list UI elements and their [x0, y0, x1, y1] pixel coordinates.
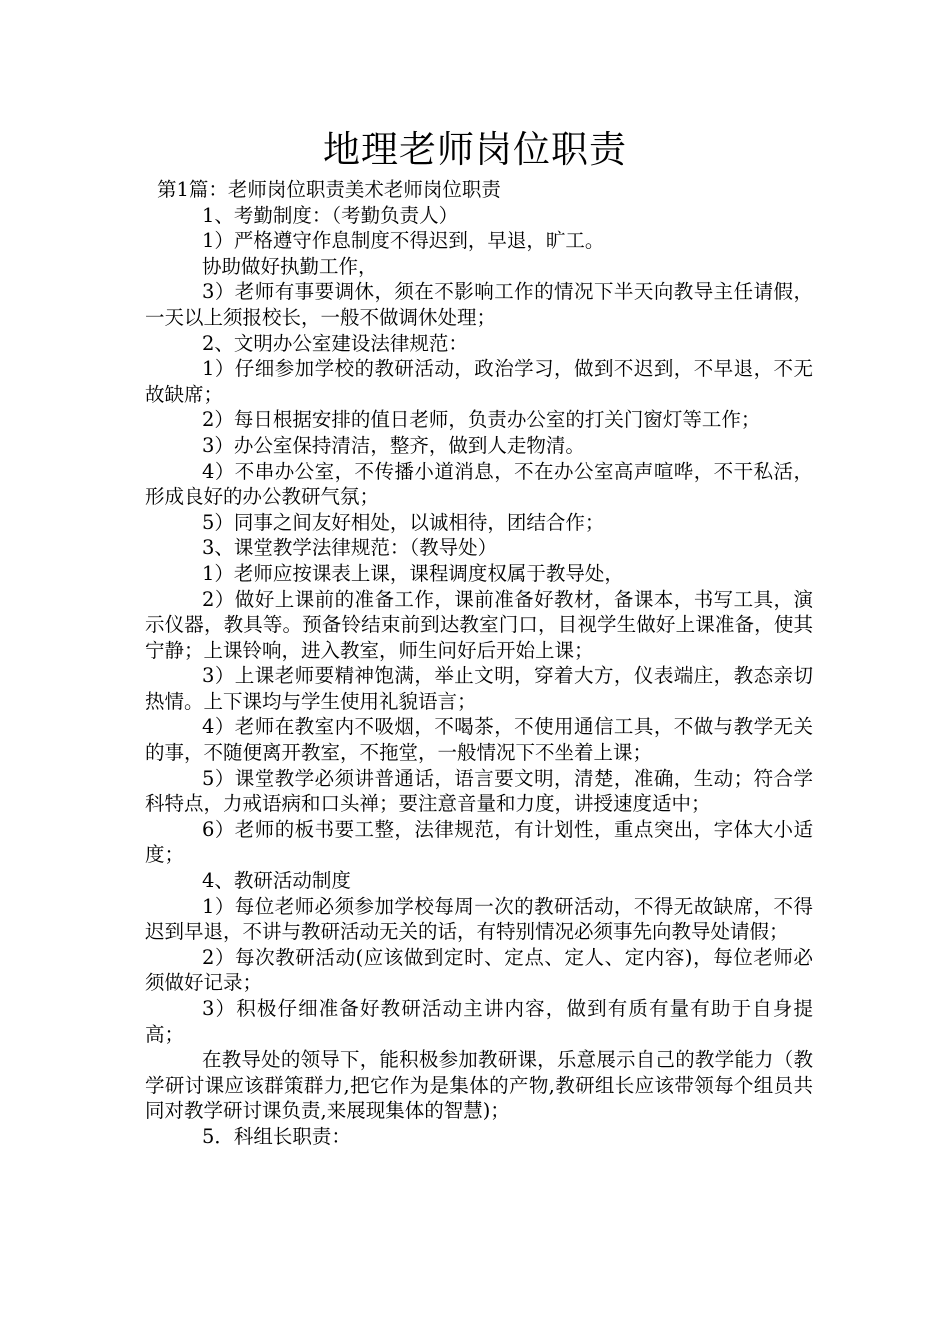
document-body [145, 177, 813, 1150]
paragraph: 3）老师有事要调休，须在不影响工作的情况下半天向教导主任请假，一天以上须报校长，一般不做调休处理； [145, 280, 813, 329]
document-title: 地理老师岗位职责 [323, 128, 627, 171]
paragraph: 4）不串办公室，不传播小道消息，不在办公室高声喧哗，不干私活，形成良好的办公教研气氛； [145, 459, 813, 509]
paragraph: 1）严格遵守作息制度不得迟到，早退，旷工。 [202, 229, 605, 253]
paragraph: 5）课堂教学必须讲普通话，语言要文明，清楚，准确，生动；符合学科特点，力戒语病和口头禅；要注意音量和力度，讲授速度适中； [145, 766, 813, 816]
paragraph: 1）仔细参加学校的教研活动，政治学习，做到不迟到，不早退，不无故缺席； [145, 357, 813, 406]
section-heading: 第1篇：老师岗位职责美术老师岗位职责 [157, 178, 501, 201]
paragraph: 4、教研活动制度 [202, 869, 351, 893]
paragraph: 协助做好执勤工作， [202, 254, 378, 278]
paragraph: 3）上课老师要精神饱满，举止文明，穿着大方，仪表端庄，教态亲切热情。上下课均与学生使用礼貌语言； [145, 664, 813, 713]
paragraph: 2、文明办公室建设法律规范： [202, 331, 468, 355]
paragraph: 1）老师应按课表上课，课程调度权属于教导处， [202, 561, 624, 585]
paragraph: 2）做好上课前的准备工作，课前准备好教材，备课本，书写工具，演示仪器，教具等。预备铃结束前到达教室门口，目视学生做好上课准备，使其宁静；上课铃响，进入教室，师生问好后开始上课； [145, 587, 813, 662]
paragraph: 3）办公室保持清洁，整齐，做到人走物清。 [202, 433, 585, 457]
paragraph: 5）同事之间友好相处，以诚相待，团结合作； [202, 510, 605, 534]
paragraph: 5．科组长职责： [202, 1124, 351, 1148]
paragraph: 1）每位老师必须参加学校每周一次的教研活动，不得无故缺席，不得迟到早退，不讲与教研活动无关的话，有特别情况必须事先向教导处请假； [145, 894, 813, 944]
paragraph: 4）老师在教室内不吸烟，不喝茶，不使用通信工具，不做与教学无关的事，不随便离开教室，不拖堂，一般情况下不坐着上课； [145, 715, 813, 765]
paragraph: 6）老师的板书要工整，法律规范，有计划性，重点突出，字体大小适度； [145, 817, 813, 867]
paragraph: 2）每日根据安排的值日老师，负责办公室的打关门窗灯等工作； [202, 408, 761, 432]
paragraph: 3）积极仔细准备好教研活动主讲内容，做到有质有量有助于自身提高； [145, 997, 813, 1046]
paragraph: 2）每次教研活动(应该做到定时、定点、定人、定内容)，每位老师必须做好记录； [145, 945, 813, 995]
paragraph: 1、考勤制度：（考勤负责人） [202, 203, 459, 227]
paragraph: 在教导处的领导下，能积极参加教研课，乐意展示自己的教学能力（教学研讨课应该群策群力,把它作为是集体的产物,教研组长应该带领每个组员共同对教学研讨课负责,来展现集体的智慧)； [145, 1048, 813, 1123]
paragraph: 3、课堂教学法律规范：（教导处） [202, 536, 498, 560]
